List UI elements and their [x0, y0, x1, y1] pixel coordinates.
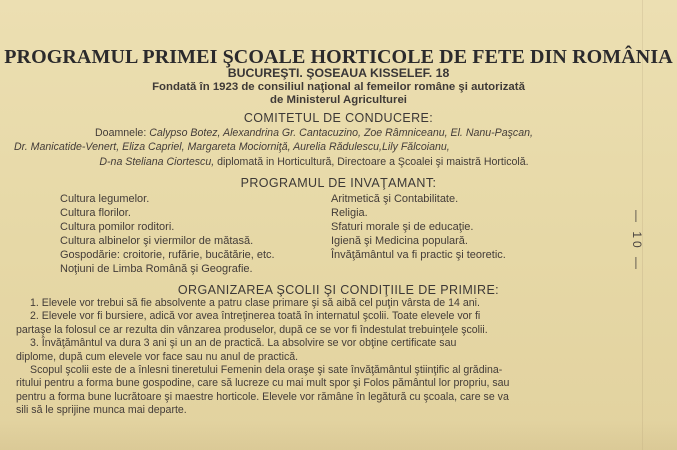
condition-line: 1. Elevele vor trebui să fie absolvente a patru clase primare şi să aibă cel puţin vârsta de 14 ani.: [30, 297, 480, 309]
conditions-text: [16, 297, 612, 418]
paper-shadow: [0, 420, 677, 450]
committee-prefix: Doamnele:: [95, 127, 150, 139]
page-number: — 10 —: [630, 210, 644, 273]
program-item: Gospodărie: croitorie, rufărie, bucătărie, etc.: [60, 249, 275, 261]
school-address: BUCUREŞTI. ŞOSEAUA KISSELEF. 18: [227, 66, 450, 80]
program-item: Igienă şi Medicina populară.: [331, 235, 468, 247]
program-item: Cultura florilor.: [60, 207, 131, 219]
program-item: Religia.: [331, 207, 368, 219]
program-item: Cultura legumelor.: [60, 193, 150, 205]
program-item: Noţiuni de Limba Română şi Geografie.: [60, 263, 253, 275]
condition-line: diplome, după cum elevele vor face sau nu anul de practică.: [16, 350, 299, 363]
committee-line-3: [14, 155, 614, 169]
purpose-line: ritului pentru a forma bune gospodine, care să lucreze cu mai mult spor şi Folos pământul lor propriu, sau: [16, 377, 510, 390]
purpose-line: sili să le sprijine munca mai departe.: [16, 404, 187, 417]
committee-heading: COMITETUL DE CONDUCERE:: [243, 111, 434, 125]
program-right-column: [331, 192, 506, 262]
program-item: Cultura pomilor roditori.: [60, 221, 175, 233]
condition-line: 3. Învăţământul va dura 3 ani şi un an de practică. La absolvire se vor obţine certificate sau: [30, 337, 457, 350]
program-left-column: [60, 192, 275, 276]
committee-line-2: [14, 140, 614, 154]
purpose-line: Scopul şcolii este de a înlesni tineretului Femenin dela oraşe şi sate învăţământul ştiinţific al grădina-: [30, 364, 503, 377]
committee-members: [14, 126, 614, 169]
program-item: Cultura albinelor şi viermilor de mătasă.: [60, 235, 254, 247]
committee-names-3: D-na Steliana Ciortescu,: [99, 155, 215, 168]
committee-line-1: [14, 126, 614, 140]
committee-names-1: Calypso Botez, Alexandrina Gr. Cantacuzino, Zoe Râmniceanu, El. Nanu-Paşcan,: [149, 127, 533, 139]
purpose-line: pentru a forma bune lucrătoare şi maestre horticole. Elevele vor rămâne în legătură cu şcoala, care se va: [16, 390, 509, 403]
founding-line-2: de Ministerul Agriculturei: [270, 94, 407, 106]
program-item: Învăţământul va fi practic şi teoretic.: [331, 249, 506, 261]
committee-director-note: diplomată in Horticultură, Directoare a Şcoalei şi maistră Horticolă.: [214, 155, 529, 168]
founding-line-1: Fondată în 1923 de consiliul naţional al femeilor române şi autorizată: [152, 81, 525, 93]
document-title: PROGRAMUL PRIMEI ŞCOALE HORTICOLE DE FETE DIN ROMÂNIA: [4, 46, 673, 68]
condition-line: 2. Elevele vor fi bursiere, adică vor avea întreţinerea toată în internatul şcolii. Toate elevele vor fi: [30, 310, 481, 323]
condition-line: partaşe la folosul ce ar rezulta din vânzarea produselor, după ce se vor fi îndestulat trebuinţele şcolii.: [16, 323, 488, 336]
organization-heading: ORGANIZAREA ŞCOLII ŞI CONDIŢIILE DE PRIMIRE:: [177, 283, 500, 297]
committee-names-2: Dr. Manicatide-Venert, Eliza Capriel, Margareta Mociorniţă, Aurelia Rădulescu,Lily Fălcoianu,: [14, 141, 450, 154]
program-item: Aritmetică şi Contabilitate.: [331, 193, 459, 205]
program-item: Sfaturi morale şi de educaţie.: [331, 221, 474, 233]
program-heading: PROGRAMUL DE INVAŢAMANT:: [240, 176, 437, 190]
